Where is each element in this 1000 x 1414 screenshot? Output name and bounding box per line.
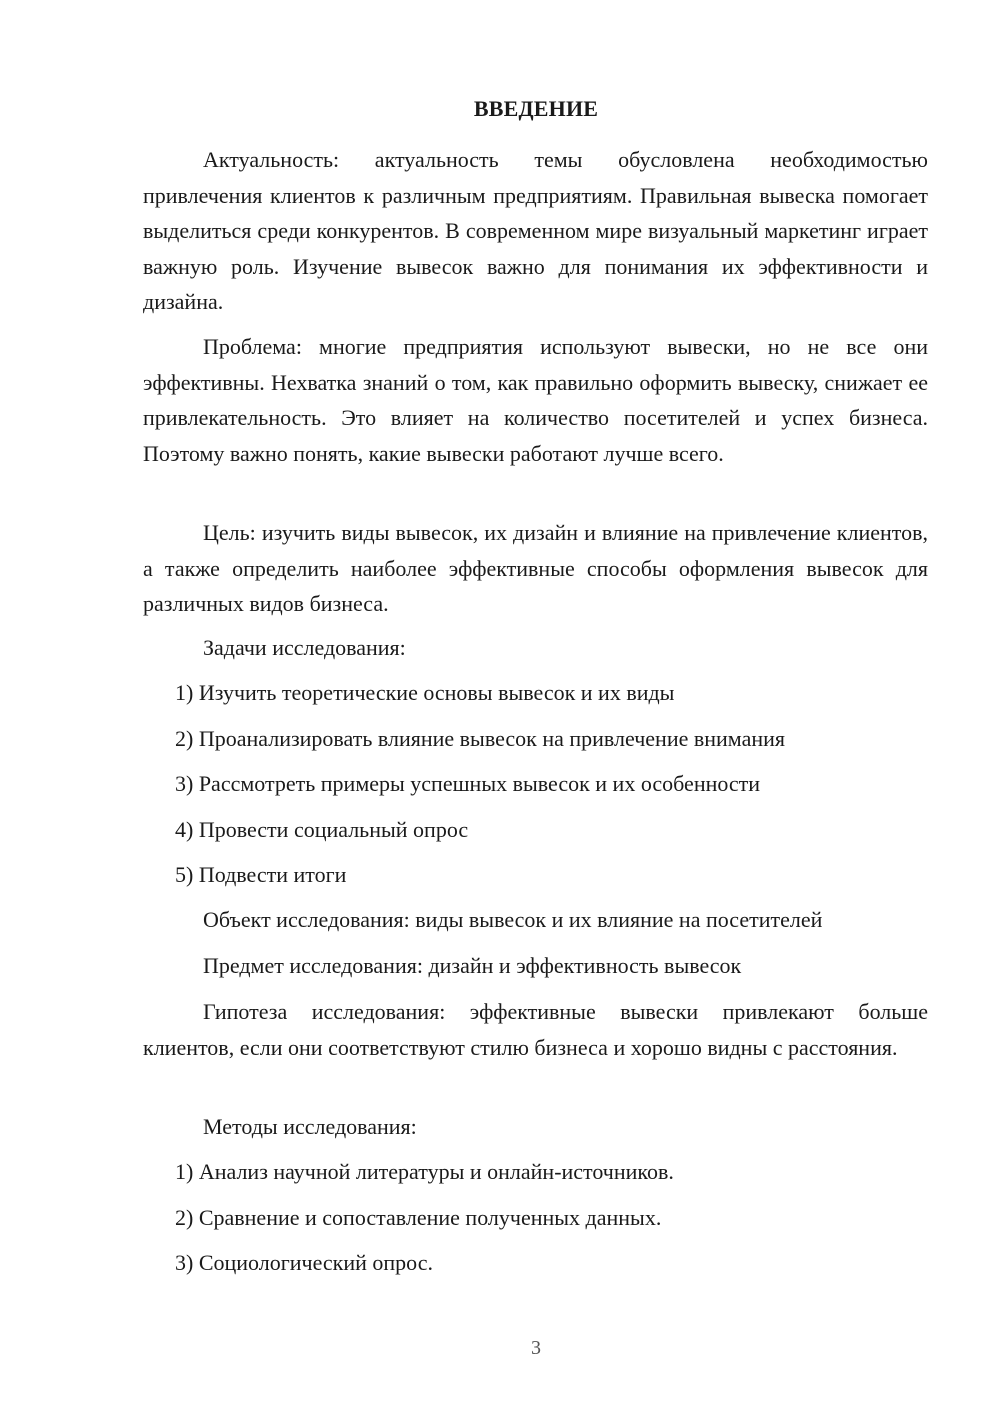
method-item: 2) Сравнение и сопоставление полученных данных. (175, 1205, 662, 1230)
page-number: 3 (531, 1337, 541, 1359)
task-item: 1) Изучить теоретические основы вывесок и их виды (175, 680, 675, 705)
task-item: 3) Рассмотреть примеры успешных вывесок и их особенности (175, 771, 761, 796)
object-line: Объект исследования: виды вывесок и их влияние на посетителей (203, 907, 823, 932)
task-item: 2) Проанализировать влияние вывесок на привлечение внимания (175, 726, 785, 751)
task-item: 4) Провести социальный опрос (175, 817, 469, 842)
task-item: 5) Подвести итоги (175, 862, 347, 887)
goal-paragraph: Цель: изучить виды вывесок, их дизайн и влияние на привлечение клиентов, а также определить наиболее эффективные способы оформления вывесок для различных видов бизнеса. (143, 520, 928, 616)
methods-heading: Методы исследования: (203, 1114, 417, 1139)
relevance-paragraph: Актуальность: актуальность темы обусловлена необходимостью привлечения клиентов к различным предприятиям. Правильная вывеска помогает выделиться среди конкурентов. В современном мире визуальный маркетинг играет важную роль. Изучение вывесок важно для понимания их эффективности и дизайна. (143, 147, 928, 314)
subject-line: Предмет исследования: дизайн и эффективность вывесок (203, 953, 742, 978)
method-item: 1) Анализ научной литературы и онлайн-источников. (175, 1159, 674, 1184)
tasks-heading: Задачи исследования: (203, 635, 406, 660)
method-item: 3) Социологический опрос. (175, 1250, 433, 1275)
problem-paragraph: Проблема: многие предприятия используют вывески, но не все они эффективны. Нехватка знаний о том, как правильно оформить вывеску, снижает ее привлекательность. Это влияет на количество посетителей и успех бизнеса. Поэтому важно понять, какие вывески работают лучше всего. (143, 334, 928, 466)
page-title: ВВЕДЕНИЕ (473, 96, 599, 121)
hypothesis-paragraph: Гипотеза исследования: эффективные вывески привлекают больше клиентов, если они соответствуют стилю бизнеса и хорошо видны с расстояния. (143, 999, 928, 1060)
